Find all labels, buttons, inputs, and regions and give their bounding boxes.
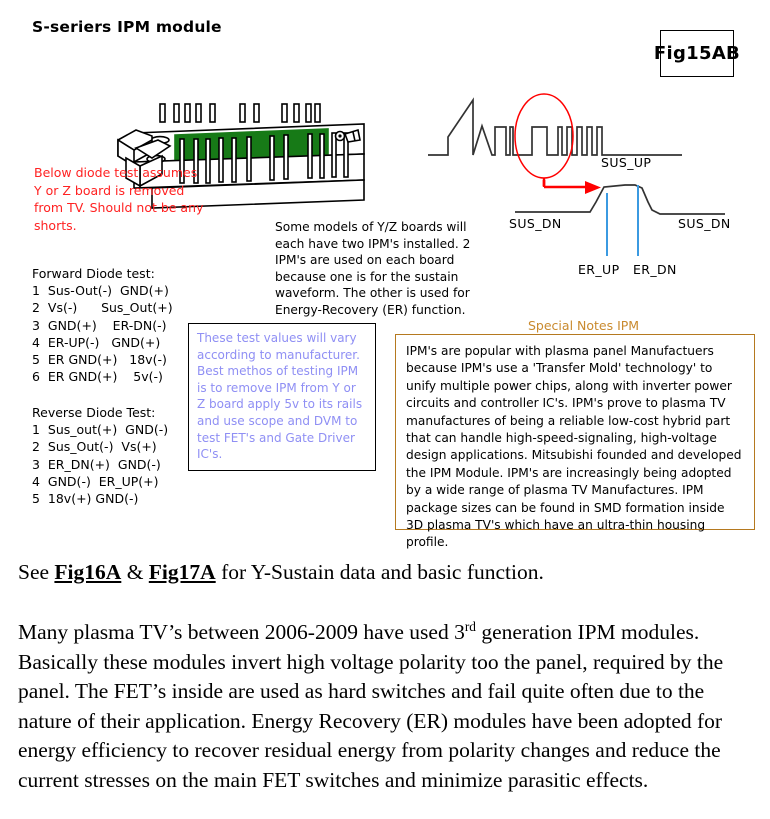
forward-test-row: 2 Vs(-) Sus_Out(+): [32, 300, 173, 316]
detail-waveform: [515, 185, 725, 214]
see-figures-line: [18, 558, 758, 588]
ordinal-suffix: rd: [464, 619, 476, 634]
special-notes-title: Special Notes IPM: [528, 318, 640, 333]
forward-test-row: 4 ER-UP(-) GND(+): [32, 334, 161, 350]
reverse-test-heading: Reverse Diode Test:: [32, 405, 156, 420]
reverse-test-row: 5 18v(+) GND(-): [32, 491, 139, 507]
page-title: S-seriers IPM module: [32, 18, 222, 36]
label-er-dn: ER_DN: [633, 262, 677, 277]
label-sus-up: SUS_UP: [601, 155, 652, 170]
see-suffix: for Y-Sustain data and basic function.: [215, 560, 544, 584]
paragraph-part-1: Many plasma TV’s between 2006-2009 have used 3: [18, 620, 465, 645]
pin-row-top: [160, 104, 320, 122]
forward-test-heading: Forward Diode test:: [32, 266, 155, 281]
fig17a-link[interactable]: Fig17A: [148, 560, 216, 584]
er-marker-lines: [607, 185, 638, 256]
blue-callout-box: These test values will vary according to manufacturer. Best methos of testing IPM is to remove IPM from Y or Z board apply 5v to its rails and use scope and DVM to test FET's and Gate Driver IC's.: [188, 323, 376, 471]
forward-test-row: 3 GND(+) ER-DN(-): [32, 317, 167, 333]
forward-test-row: 5 ER GND(+) 18v(-): [32, 352, 167, 368]
forward-test-row: 6 ER GND(+) 5v(-): [32, 369, 163, 385]
waveform-diagram: [420, 88, 765, 263]
see-prefix: See: [18, 560, 55, 584]
highlight-ellipse: [515, 94, 573, 178]
label-er-up: ER_UP: [578, 262, 620, 277]
sustain-pulse-train: [428, 100, 682, 155]
reverse-test-row: 3 ER_DN(+) GND(-): [32, 456, 161, 472]
reverse-test-row: 4 GND(-) ER_UP(+): [32, 473, 159, 489]
ampersand: &: [121, 560, 149, 584]
reverse-test-row: 1 Sus_out(+) GND(-): [32, 422, 169, 438]
body-paragraph: [18, 612, 763, 795]
yz-board-note: Some models of Y/Z boards will each have two IPM's installed. 2 IPM's are used on each board because one is for the sustain waveform. The other is used for Energy-Recovery (ER) function.: [275, 220, 475, 317]
paragraph-part-2: generation IPM modules. Basically these modules invert high voltage polarity too the panel, required by the panel. The FET’s inside are used as hard switches and fail quite often due to the nature of their application. Energy Recovery (ER) modules have been adopted for energy efficiency to recover residual energy from polarity changes and reduce the current stresses on the main FET switches and minimize parasitic effects.: [18, 620, 724, 792]
figure-badge: Fig15AB: [660, 30, 734, 77]
red-warning-note: Below diode test assumes Y or Z board is removed from TV. Should not be any shorts.: [34, 165, 208, 233]
callout-arrow: [544, 178, 601, 194]
forward-test-row: 1 Sus-Out(-) GND(+): [32, 283, 169, 299]
special-notes-box: IPM's are popular with plasma panel Manufactuers because IPM's use a 'Transfer Mold' technology' to unify multiple power chips, along with inverter power circuits and controller IC's. IPM's prove to plasma TV manufactures of being a reliable low-cost hybrid part that can handle high-speed-signaling, high-voltage design applications. Mitsubishi founded and developed the IPM Module. IPM's are increasingly being adopted by a wide range of plasma TV Manufactures. IPM package sizes can be found in SMD formation inside 3D plasma TV's which have an ultra-thin housing profile.: [395, 334, 755, 530]
label-sus-dn-right: SUS_DN: [678, 216, 731, 231]
label-sus-dn-left: SUS_DN: [509, 216, 562, 231]
fig16a-link[interactable]: Fig16A: [54, 560, 122, 584]
reverse-test-row: 2 Sus_Out(-) Vs(+): [32, 439, 157, 455]
